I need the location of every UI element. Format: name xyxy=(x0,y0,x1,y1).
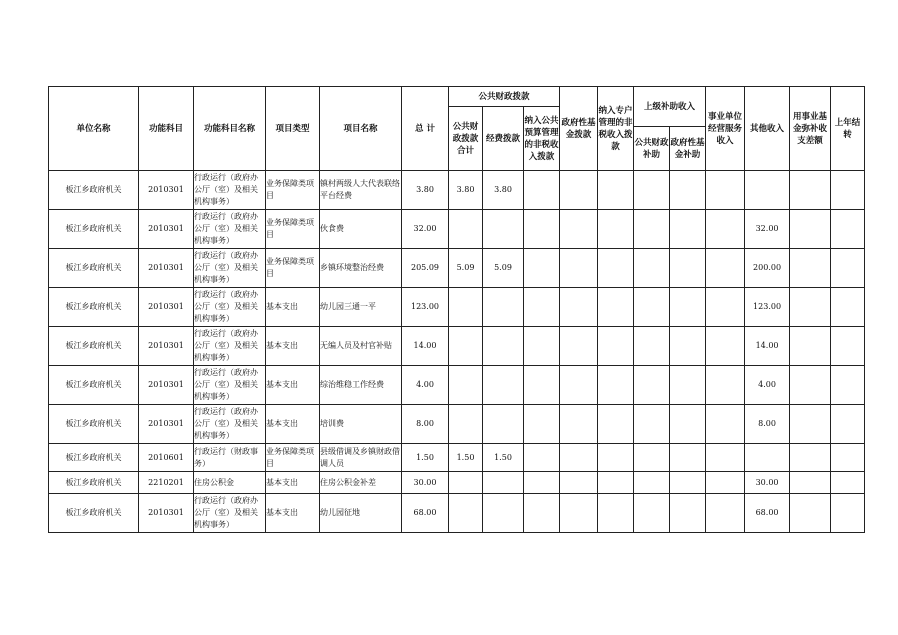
cell-other-income: 123.00 xyxy=(745,288,790,327)
cell-project-type: 基本支出 xyxy=(266,405,320,444)
cell-unit: 板江乡政府机关 xyxy=(49,494,139,533)
cell-public-fiscal-total: 1.50 xyxy=(449,444,483,472)
cell-other-income xyxy=(745,171,790,210)
header-other-income: 其他收入 xyxy=(745,87,790,171)
table-row xyxy=(49,288,865,327)
cell-project-type: 基本支出 xyxy=(266,494,320,533)
cell-project-type: 业务保障类项目 xyxy=(266,249,320,288)
cell-public-fiscal-total: 5.09 xyxy=(449,249,483,288)
cell-unit: 板江乡政府机关 xyxy=(49,210,139,249)
cell-func-name: 行政运行（财政事务） xyxy=(194,444,266,472)
cell-total: 1.50 xyxy=(402,444,449,472)
header-carryover: 上年结转 xyxy=(831,87,865,171)
cell-public-fiscal-total: 3.80 xyxy=(449,171,483,210)
header-superior-subsidy: 上级补助收入 xyxy=(634,87,706,127)
cell-project-type: 基本支出 xyxy=(266,327,320,366)
cell-project-name: 伙食费 xyxy=(320,210,402,249)
header-special-nontax: 纳入专户管理的非税收入拨款 xyxy=(598,87,634,171)
cell-func-name: 住房公积金 xyxy=(194,472,266,494)
table-row xyxy=(49,327,865,366)
cell-total: 123.00 xyxy=(402,288,449,327)
cell-expense-alloc xyxy=(483,405,524,444)
table-row xyxy=(49,171,865,210)
cell-expense-alloc xyxy=(483,366,524,405)
cell-expense-alloc xyxy=(483,210,524,249)
cell-project-type: 基本支出 xyxy=(266,288,320,327)
cell-project-name: 住房公积金补差 xyxy=(320,472,402,494)
cell-total: 3.80 xyxy=(402,171,449,210)
cell-project-type: 业务保障类项目 xyxy=(266,171,320,210)
header-budget-nontax: 纳入公共预算管理的非税收入拨款 xyxy=(524,107,560,171)
cell-unit: 板江乡政府机关 xyxy=(49,288,139,327)
cell-project-name: 县级借调及乡镇财政借调人员 xyxy=(320,444,402,472)
header-public-fiscal-subsidy: 公共财政补助 xyxy=(634,127,670,171)
cell-func-code: 2010301 xyxy=(139,366,194,405)
cell-expense-alloc: 5.09 xyxy=(483,249,524,288)
cell-unit: 板江乡政府机关 xyxy=(49,327,139,366)
cell-func-name: 行政运行（政府办公厅（室）及相关机构事务） xyxy=(194,249,266,288)
table-row xyxy=(49,444,865,472)
cell-func-name: 行政运行（政府办公厅（室）及相关机构事务） xyxy=(194,327,266,366)
header-unit-name: 单位名称 xyxy=(49,87,139,171)
cell-func-name: 行政运行（政府办公厅（室）及相关机构事务） xyxy=(194,171,266,210)
cell-expense-alloc xyxy=(483,327,524,366)
cell-project-type: 基本支出 xyxy=(266,366,320,405)
table-row xyxy=(49,366,865,405)
header-total: 总 计 xyxy=(402,87,449,171)
cell-other-income: 14.00 xyxy=(745,327,790,366)
header-gov-fund: 政府性基金拨款 xyxy=(560,87,598,171)
cell-project-name: 幼儿园三通一平 xyxy=(320,288,402,327)
cell-func-code: 2210201 xyxy=(139,472,194,494)
cell-public-fiscal-total xyxy=(449,288,483,327)
cell-project-name: 培训费 xyxy=(320,405,402,444)
cell-unit: 板江乡政府机关 xyxy=(49,249,139,288)
cell-unit: 板江乡政府机关 xyxy=(49,171,139,210)
cell-other-income: 30.00 xyxy=(745,472,790,494)
cell-unit: 板江乡政府机关 xyxy=(49,472,139,494)
cell-other-income: 32.00 xyxy=(745,210,790,249)
cell-func-code: 2010301 xyxy=(139,171,194,210)
cell-func-name: 行政运行（政府办公厅（室）及相关机构事务） xyxy=(194,405,266,444)
cell-other-income: 4.00 xyxy=(745,366,790,405)
cell-project-name: 幼儿园征地 xyxy=(320,494,402,533)
cell-public-fiscal-total xyxy=(449,494,483,533)
cell-total: 4.00 xyxy=(402,366,449,405)
cell-unit: 板江乡政府机关 xyxy=(49,444,139,472)
header-gov-fund-subsidy: 政府性基金补助 xyxy=(670,127,706,171)
cell-func-code: 2010301 xyxy=(139,210,194,249)
cell-func-code: 2010301 xyxy=(139,494,194,533)
cell-expense-alloc xyxy=(483,288,524,327)
cell-other-income xyxy=(745,444,790,472)
cell-func-name: 行政运行（政府办公厅（室）及相关机构事务） xyxy=(194,366,266,405)
cell-public-fiscal-total xyxy=(449,472,483,494)
table-row xyxy=(49,472,865,494)
cell-expense-alloc xyxy=(483,472,524,494)
cell-public-fiscal-total xyxy=(449,366,483,405)
table-row xyxy=(49,494,865,533)
cell-public-fiscal-total xyxy=(449,210,483,249)
cell-expense-alloc: 3.80 xyxy=(483,171,524,210)
cell-func-code: 2010301 xyxy=(139,288,194,327)
cell-total: 8.00 xyxy=(402,405,449,444)
cell-project-name: 综治维稳工作经费 xyxy=(320,366,402,405)
cell-func-name: 行政运行（政府办公厅（室）及相关机构事务） xyxy=(194,288,266,327)
cell-project-type: 基本支出 xyxy=(266,472,320,494)
header-func-code: 功能科目 xyxy=(139,87,194,171)
header-business-income: 事业单位经营服务收入 xyxy=(706,87,745,171)
cell-total: 32.00 xyxy=(402,210,449,249)
cell-func-name: 行政运行（政府办公厅（室）及相关机构事务） xyxy=(194,210,266,249)
cell-expense-alloc: 1.50 xyxy=(483,444,524,472)
table-row xyxy=(49,405,865,444)
cell-other-income: 68.00 xyxy=(745,494,790,533)
header-public-fiscal: 公共财政拨款 xyxy=(449,87,560,107)
cell-project-type: 业务保障类项目 xyxy=(266,210,320,249)
cell-other-income: 8.00 xyxy=(745,405,790,444)
table-row xyxy=(49,249,865,288)
cell-project-name: 无编人员及村官补贴 xyxy=(320,327,402,366)
cell-total: 30.00 xyxy=(402,472,449,494)
header-fund-offset: 用事业基金弥补收支差额 xyxy=(790,87,831,171)
cell-unit: 板江乡政府机关 xyxy=(49,405,139,444)
cell-project-type: 业务保障类项目 xyxy=(266,444,320,472)
cell-func-code: 2010301 xyxy=(139,249,194,288)
header-project-type: 项目类型 xyxy=(266,87,320,171)
header-expense-alloc: 经费拨款 xyxy=(483,107,524,171)
cell-project-name: 镇村两级人大代表联络平台经费 xyxy=(320,171,402,210)
cell-total: 205.09 xyxy=(402,249,449,288)
cell-func-code: 2010301 xyxy=(139,327,194,366)
cell-public-fiscal-total xyxy=(449,405,483,444)
budget-table xyxy=(48,86,865,533)
cell-project-name: 乡镇环境整治经费 xyxy=(320,249,402,288)
cell-total: 14.00 xyxy=(402,327,449,366)
cell-public-fiscal-total xyxy=(449,327,483,366)
cell-unit: 板江乡政府机关 xyxy=(49,366,139,405)
cell-func-code: 2010601 xyxy=(139,444,194,472)
table-row xyxy=(49,210,865,249)
cell-expense-alloc xyxy=(483,494,524,533)
cell-total: 68.00 xyxy=(402,494,449,533)
cell-func-code: 2010301 xyxy=(139,405,194,444)
cell-func-name: 行政运行（政府办公厅（室）及相关机构事务） xyxy=(194,494,266,533)
header-project-name: 项目名称 xyxy=(320,87,402,171)
header-public-fiscal-total: 公共财政拨款合计 xyxy=(449,107,483,171)
cell-other-income: 200.00 xyxy=(745,249,790,288)
header-func-name: 功能科目名称 xyxy=(194,87,266,171)
